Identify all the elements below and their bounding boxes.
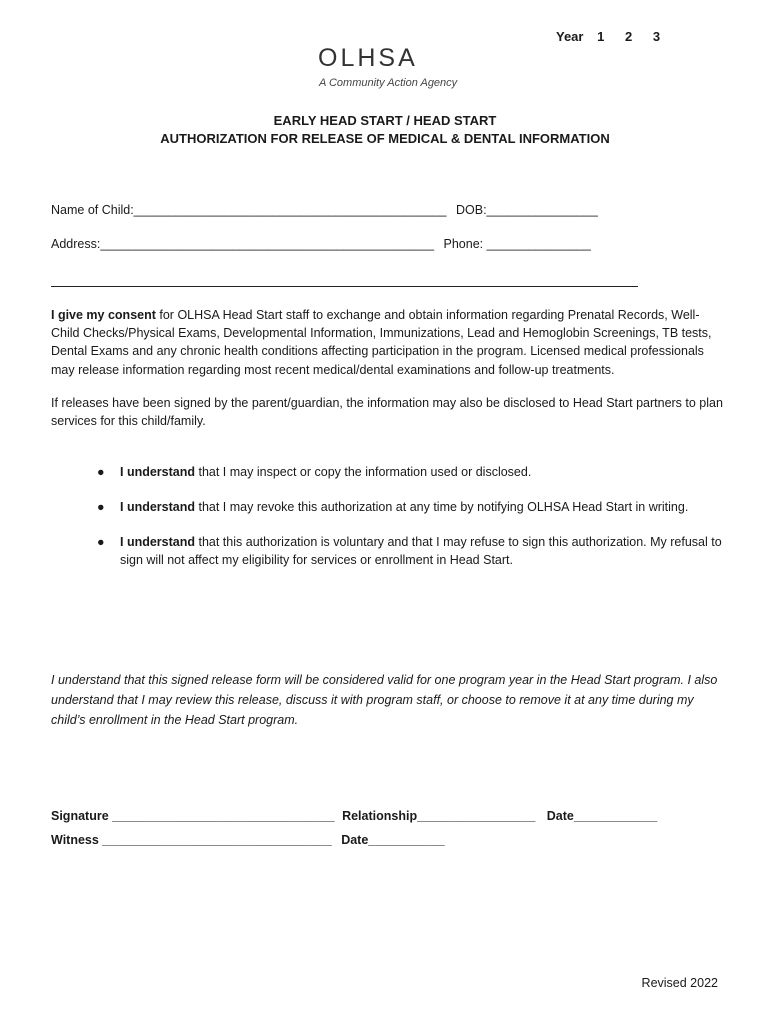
bullet-text: that I may inspect or copy the information used or disclosed. xyxy=(195,465,532,479)
year-option-2[interactable]: 2 xyxy=(624,29,633,44)
signature-field[interactable]: Signature ________________________________ xyxy=(51,809,335,823)
olhsa-logo xyxy=(318,44,458,94)
year-option-1[interactable]: 1 xyxy=(597,29,605,44)
contact-info-row xyxy=(51,237,591,251)
form-title-line-1: EARLY HEAD START / HEAD START xyxy=(273,113,497,128)
bullet-icon: ● xyxy=(97,465,105,479)
logo-tagline: A Community Action Agency xyxy=(319,77,458,89)
bullet-text: that this authorization is voluntary and that I may refuse to sign this authorization. My refusal to sign will not affect my eligibility for services or enrollment in Head Start. xyxy=(120,535,722,567)
list-item xyxy=(90,498,730,516)
bullet-icon: ● xyxy=(97,500,105,514)
year-selector xyxy=(556,29,660,44)
bullet-text: that I may revoke this authorization at any time by notifying OLHSA Head Start in writing. xyxy=(195,500,689,514)
consent-text: for OLHSA Head Start staff to exchange and obtain information regarding Prenatal Records, Well-Child Checks/Physical Exams, Developmental Information, Immunizations, Lead and Hemoglobin Screenings, TB tests, Dental Exams and any chronic health conditions affecting participation in the program. Licensed medical professionals may release information regarding most recent medical/dental examinations and follow-up treatments. xyxy=(51,308,712,377)
child-name-field[interactable]: Name of Child:_____________________________________________ xyxy=(51,203,447,217)
bullet-bold: I understand xyxy=(120,535,196,549)
consent-bold: I give my consent xyxy=(51,308,156,322)
relationship-field[interactable]: Relationship_________________ xyxy=(342,809,536,823)
address-continuation-line[interactable] xyxy=(51,286,638,287)
bullet-icon: ● xyxy=(97,535,105,549)
validity-paragraph: I understand that this signed release form will be considered valid for one program year in the Head Start program. I also understand that I may review this release, discuss it with program staff, or choose to remove it at any time during my child’s enrollment in the Head Start program. xyxy=(51,673,718,727)
logo-text: OLHSA xyxy=(318,44,418,72)
bullet-bold: I understand xyxy=(120,500,196,514)
list-item xyxy=(90,463,730,481)
witness-field[interactable]: Witness _________________________________ xyxy=(51,833,332,847)
child-info-row xyxy=(51,203,598,217)
signature-date-field[interactable]: Date____________ xyxy=(546,809,658,823)
understanding-list xyxy=(90,463,730,586)
partners-paragraph: If releases have been signed by the parent/guardian, the information may also be disclosed to Head Start partners to plan services for this child/family. xyxy=(51,396,723,429)
dob-field[interactable]: DOB:________________ xyxy=(456,203,598,217)
witness-row xyxy=(51,833,445,847)
consent-paragraph xyxy=(51,306,723,379)
form-title-line-2: AUTHORIZATION FOR RELEASE OF MEDICAL & DENTAL INFORMATION xyxy=(160,131,610,146)
phone-field[interactable]: Phone: _______________ xyxy=(443,237,591,251)
signature-row xyxy=(51,809,657,823)
witness-date-field[interactable]: Date___________ xyxy=(341,833,445,847)
year-option-3[interactable]: 3 xyxy=(652,29,661,44)
year-label: Year xyxy=(556,29,584,44)
bullet-bold: I understand xyxy=(120,465,196,479)
list-item xyxy=(90,533,730,569)
revision-note: Revised 2022 xyxy=(641,976,718,990)
address-field[interactable]: Address:________________________________________________ xyxy=(51,237,435,251)
